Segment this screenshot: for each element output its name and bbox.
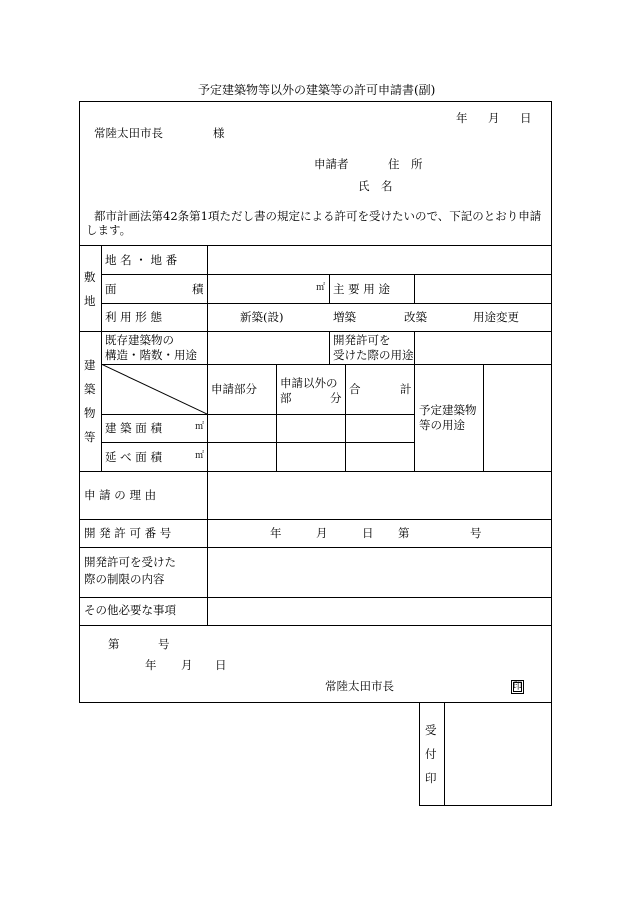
- area-label: 面: [105, 282, 117, 296]
- usage-option-extend: 増築: [333, 310, 356, 324]
- restriction-line-2: 際の制限の内容: [84, 572, 165, 586]
- permit-year: 年: [270, 526, 282, 540]
- date-day: 日: [520, 111, 532, 125]
- statement-line-2: します。: [86, 223, 132, 237]
- footer-day: 日: [215, 658, 227, 672]
- col-other-line-1: 申請以外の: [280, 376, 338, 390]
- reason-label: 申 請 の 理 由: [84, 488, 157, 502]
- usage-option-change: 用途変更: [473, 310, 519, 324]
- usage-option-new: 新築(設): [240, 310, 284, 324]
- existing-line-1: 既存建築物の: [105, 333, 174, 347]
- seal-stamp: 印: [512, 681, 523, 692]
- statement-line-1: 都市計画法第42条第1項ただし書の規定による許可を受けたいので、下記のとおり申請: [94, 209, 542, 223]
- issuer: 常陸太田市長: [325, 679, 394, 693]
- receipt-char-3: 印: [425, 771, 437, 785]
- name-label: 氏 名: [358, 179, 393, 193]
- footer-month: 月: [181, 658, 193, 672]
- buildings-label-2: 築: [84, 382, 96, 396]
- footer-year: 年: [145, 658, 157, 672]
- usage-label: 利 用 形 態: [105, 310, 162, 324]
- addressee: 常陸太田市長: [94, 126, 163, 140]
- building-area-unit: ㎡: [195, 422, 205, 432]
- applicant-label: 申請者: [314, 157, 349, 171]
- col-other-line-2: 部: [280, 391, 292, 405]
- permit-day: 日: [362, 526, 374, 540]
- receipt-char-1: 受: [425, 723, 437, 737]
- col-application: 申請部分: [211, 382, 257, 396]
- date-year: 年: [456, 111, 468, 125]
- restriction-line-1: 開発許可を受けた: [84, 555, 176, 569]
- site-label-2: 地: [84, 294, 96, 308]
- honorific: 様: [213, 126, 225, 140]
- receipt-char-2: 付: [425, 747, 437, 761]
- planned-use-line-2: 等の用途: [419, 418, 465, 432]
- main-use-label: 主 要 用 途: [333, 282, 390, 296]
- site-label-1: 敷: [84, 270, 96, 284]
- address-label: 住 所: [388, 157, 423, 171]
- page-title: 予定建築物等以外の建築等の許可申請書(副): [198, 83, 436, 97]
- permit-dai: 第: [398, 526, 410, 540]
- building-area-label: 建 築 面 積: [105, 421, 162, 435]
- permit-go: 号: [470, 526, 482, 540]
- location-label: 地 名 ・ 地 番: [105, 253, 178, 267]
- buildings-label-3: 物: [84, 406, 96, 420]
- permit-month: 月: [316, 526, 328, 540]
- dev-use-line-2: 受けた際の用途: [333, 348, 414, 362]
- floor-area-unit: ㎡: [195, 451, 205, 461]
- diagonal-line: [101, 364, 207, 414]
- floor-area-label: 延 べ 面 積: [105, 450, 162, 464]
- site-area-unit: ㎡: [316, 283, 326, 293]
- col-total-2: 計: [400, 382, 412, 396]
- dev-use-line-1: 開発許可を: [333, 333, 391, 347]
- date-month: 月: [488, 111, 500, 125]
- footer-dai: 第: [108, 637, 120, 651]
- receipt-box: [419, 702, 552, 806]
- buildings-label-1: 建: [84, 358, 96, 372]
- col-other-line-3: 分: [330, 391, 342, 405]
- area-label-2: 積: [192, 282, 204, 296]
- buildings-label-4: 等: [84, 430, 96, 444]
- other-matters-label: その他必要な事項: [84, 603, 176, 617]
- permit-number-label: 開 発 許 可 番 号: [84, 526, 172, 540]
- usage-option-rebuild: 改築: [404, 310, 427, 324]
- existing-line-2: 構造・階数・用途: [105, 348, 197, 362]
- col-total-1: 合: [349, 382, 361, 396]
- footer-go: 号: [158, 637, 170, 651]
- planned-use-line-1: 予定建築物: [419, 403, 477, 417]
